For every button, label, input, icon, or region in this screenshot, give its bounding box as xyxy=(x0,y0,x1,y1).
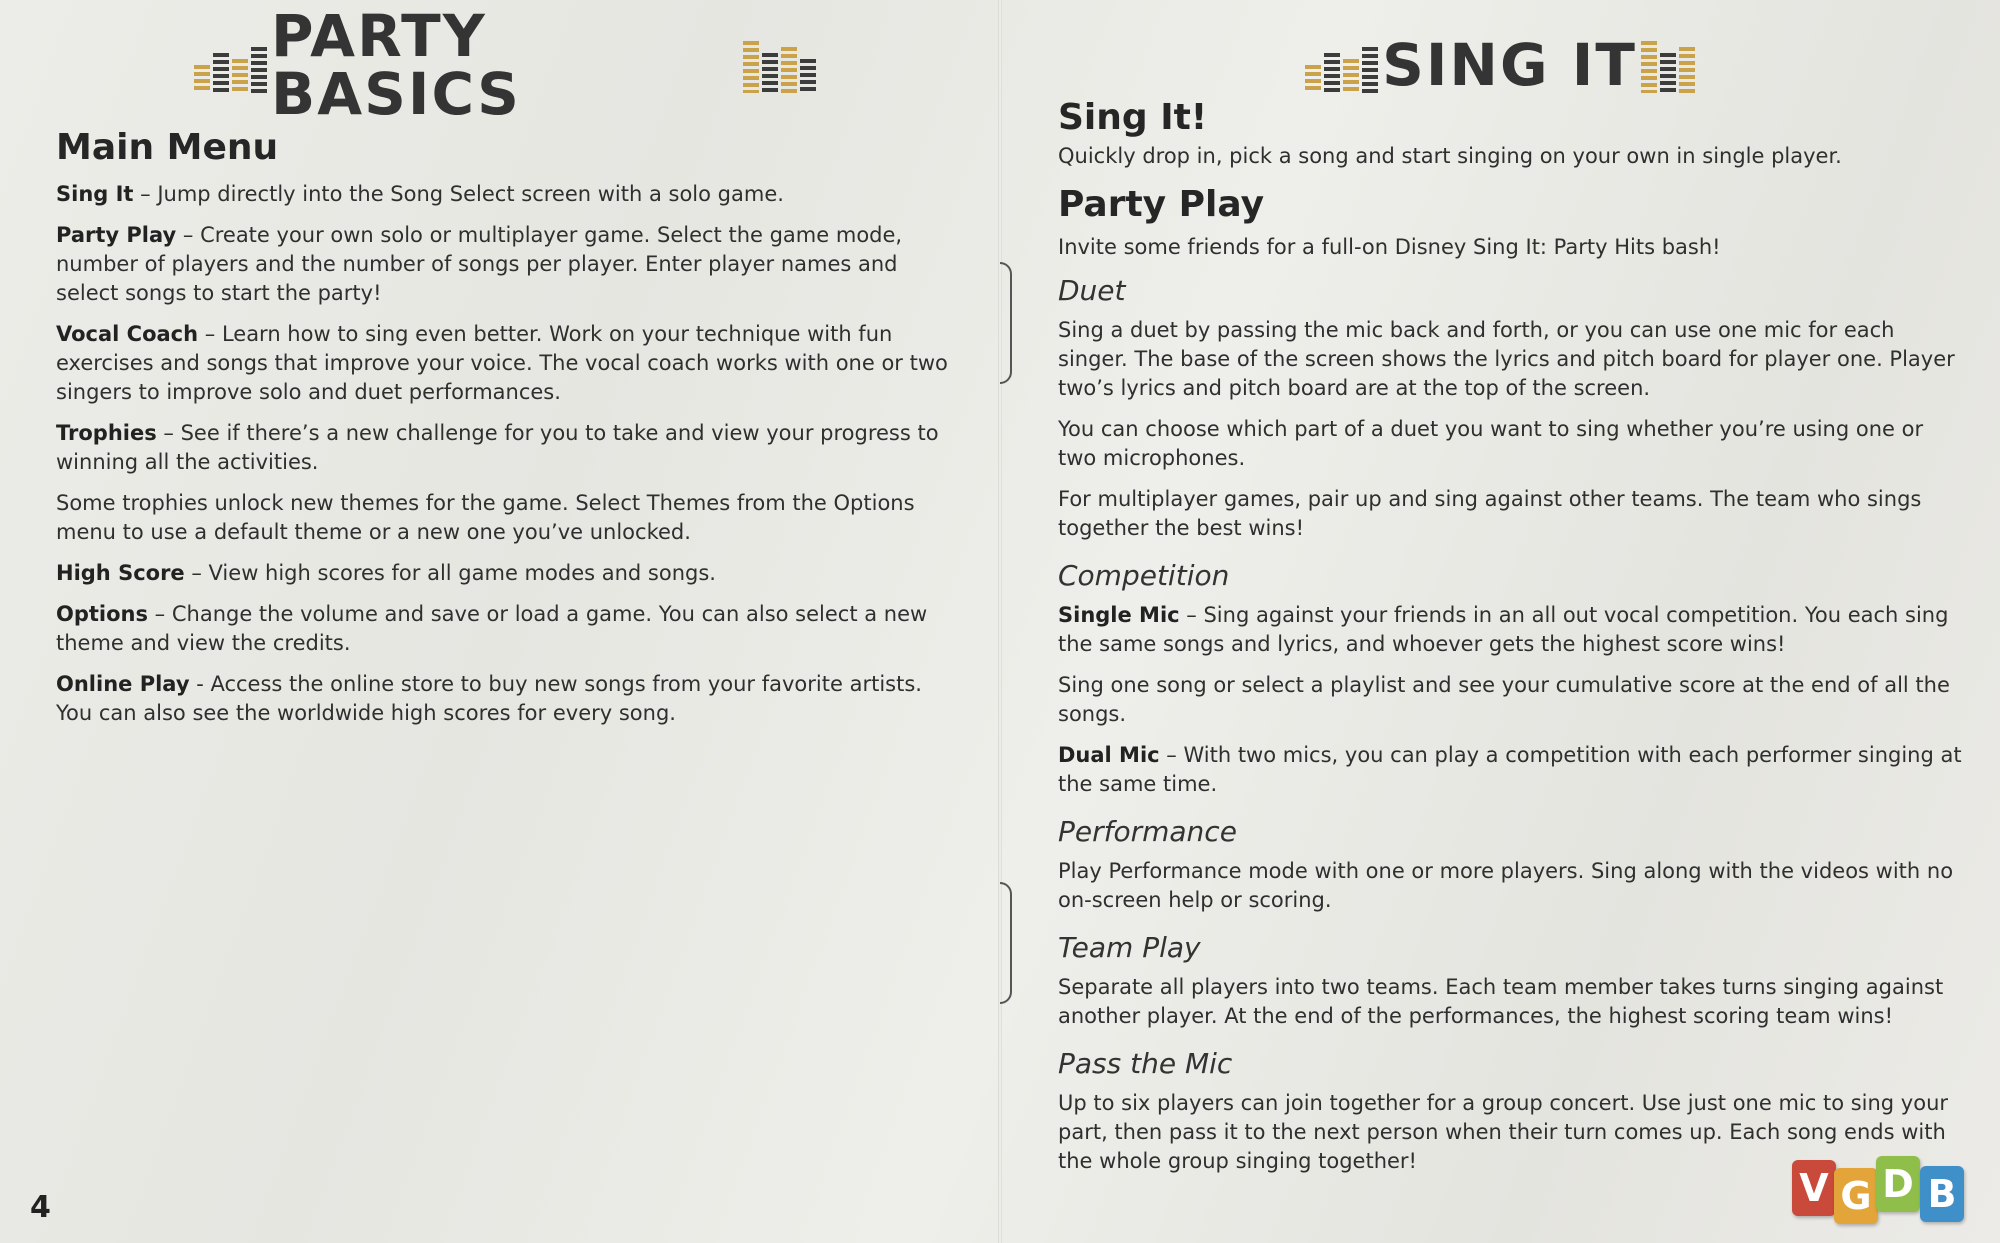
menu-item-description: Create your own solo or multiplayer game. Select the game mode, number of players and the number of songs per player. Enter player names and select songs to start the party! xyxy=(56,223,903,305)
term-separator: – xyxy=(198,322,222,346)
sing-it-title: Sing It! xyxy=(1058,97,1208,138)
term-separator: – xyxy=(148,602,172,626)
main-menu-section xyxy=(56,126,956,740)
sing-it-text: Quickly drop in, pick a song and start singing on your own in single player. xyxy=(1058,144,1842,168)
menu-item xyxy=(56,600,956,658)
term-separator: – xyxy=(184,561,209,585)
team-play-text: Separate all players into two teams. Each team member takes turns singing against another player. At the end of the performances, the highest scoring team wins! xyxy=(1058,975,1944,1028)
watermark-letter-g: G xyxy=(1834,1168,1878,1224)
single-mic-term: Single Mic xyxy=(1058,603,1180,627)
page-header-title: PARTY BASICS xyxy=(271,2,521,128)
duet-paragraph: For multiplayer games, pair up and sing against other teams. The team who sings together the best wins! xyxy=(1058,487,1922,540)
menu-item-term: Sing It xyxy=(56,182,134,206)
watermark-letter-b: B xyxy=(1920,1166,1964,1222)
main-menu-list xyxy=(56,180,956,728)
term-separator: – xyxy=(176,223,201,247)
menu-item-term: Vocal Coach xyxy=(56,322,199,346)
watermark-letter-v: V xyxy=(1792,1160,1836,1216)
sing-it-header xyxy=(1300,30,1700,100)
menu-item-description: Access the online store to buy new songs from your favorite artists. You can also see the worldwide high scores for every song. xyxy=(56,672,922,725)
team-play-title: Team Play xyxy=(1058,931,1201,964)
performance-text: Play Performance mode with one or more players. Sing along with the videos with no on-screen help or scoring. xyxy=(1058,859,1954,912)
menu-item xyxy=(56,559,956,588)
pass-the-mic-title: Pass the Mic xyxy=(1058,1047,1233,1080)
menu-item xyxy=(56,320,956,407)
duet-paragraph: Sing a duet by passing the mic back and forth, or you can use one mic for each singer. The base of the screen shows the lyrics and pitch board for player one. Player two’s lyrics and pitch board are at the top of the screen. xyxy=(1058,318,1955,400)
menu-item-description: Learn how to sing even better. Work on your technique with fun exercises and songs that improve your voice. The vocal coach works with one or two singers to improve solo and duet performances. xyxy=(56,322,948,404)
menu-item xyxy=(56,180,956,209)
party-play-text: Invite some friends for a full-on Disney Sing It: Party Hits bash! xyxy=(1058,235,1721,259)
competition-title: Competition xyxy=(1058,559,1230,592)
menu-item xyxy=(56,221,956,308)
section-title: Main Menu xyxy=(56,127,279,168)
term-separator: – xyxy=(1179,603,1204,627)
menu-item-description: Some trophies unlock new themes for the game. Select Themes from the Options menu to use a default theme or a new one you’ve unlocked. xyxy=(56,491,915,544)
menu-item xyxy=(56,489,956,547)
dual-mic-term: Dual Mic xyxy=(1058,743,1160,767)
competition-paragraph: Sing one song or select a playlist and see your cumulative score at the end of all the songs. xyxy=(1058,673,1950,726)
menu-item-term: Options xyxy=(56,602,148,626)
right-page xyxy=(1000,0,2000,1243)
vgdb-watermark-logo xyxy=(1792,1156,1968,1224)
single-mic-text: Sing against your friends in an all out vocal competition. You each sing the same songs and lyrics, and whoever gets the highest score wins! xyxy=(1058,603,1949,656)
menu-item-term: Trophies xyxy=(56,421,157,445)
term-separator: - xyxy=(189,672,211,696)
watermark-letter-d: D xyxy=(1876,1156,1920,1212)
equalizer-right-icon xyxy=(1641,37,1695,93)
duet-title: Duet xyxy=(1058,274,1126,307)
term-separator: – xyxy=(1159,743,1184,767)
equalizer-left-icon xyxy=(194,37,267,93)
single-mic-paragraph xyxy=(1058,601,1963,659)
menu-item-term: Online Play xyxy=(56,672,190,696)
page-header-title: SING IT xyxy=(1382,31,1637,99)
dual-mic-paragraph xyxy=(1058,741,1963,799)
menu-item-term: High Score xyxy=(56,561,185,585)
menu-item-term: Party Play xyxy=(56,223,177,247)
menu-item xyxy=(56,670,956,728)
term-separator: – xyxy=(133,182,158,206)
term-separator: – xyxy=(156,421,181,445)
menu-item-description: View high scores for all game modes and songs. xyxy=(208,561,716,585)
menu-item-description: See if there’s a new challenge for you to take and view your progress to winning all the activities. xyxy=(56,421,939,474)
sing-it-content xyxy=(1058,96,1963,1188)
menu-item-description: Change the volume and save or load a game. You can also select a new theme and view the credits. xyxy=(56,602,928,655)
pass-the-mic-text: Up to six players can join together for a group concert. Use just one mic to sing your part, then pass it to the next person when their turn comes up. Each song ends with the whole group singing together! xyxy=(1058,1091,1949,1173)
party-play-title: Party Play xyxy=(1058,184,1265,225)
equalizer-right-icon xyxy=(743,37,816,93)
page-number: 4 xyxy=(30,1190,51,1225)
dual-mic-text: With two mics, you can play a competition with each performer singing at the same time. xyxy=(1058,743,1962,796)
party-basics-header xyxy=(190,2,820,128)
equalizer-left-icon xyxy=(1305,37,1378,93)
menu-item xyxy=(56,419,956,477)
duet-paragraph: You can choose which part of a duet you want to sing whether you’re using one or two microphones. xyxy=(1058,417,1924,470)
menu-item-description: Jump directly into the Song Select screen with a solo game. xyxy=(157,182,784,206)
performance-title: Performance xyxy=(1058,815,1237,848)
